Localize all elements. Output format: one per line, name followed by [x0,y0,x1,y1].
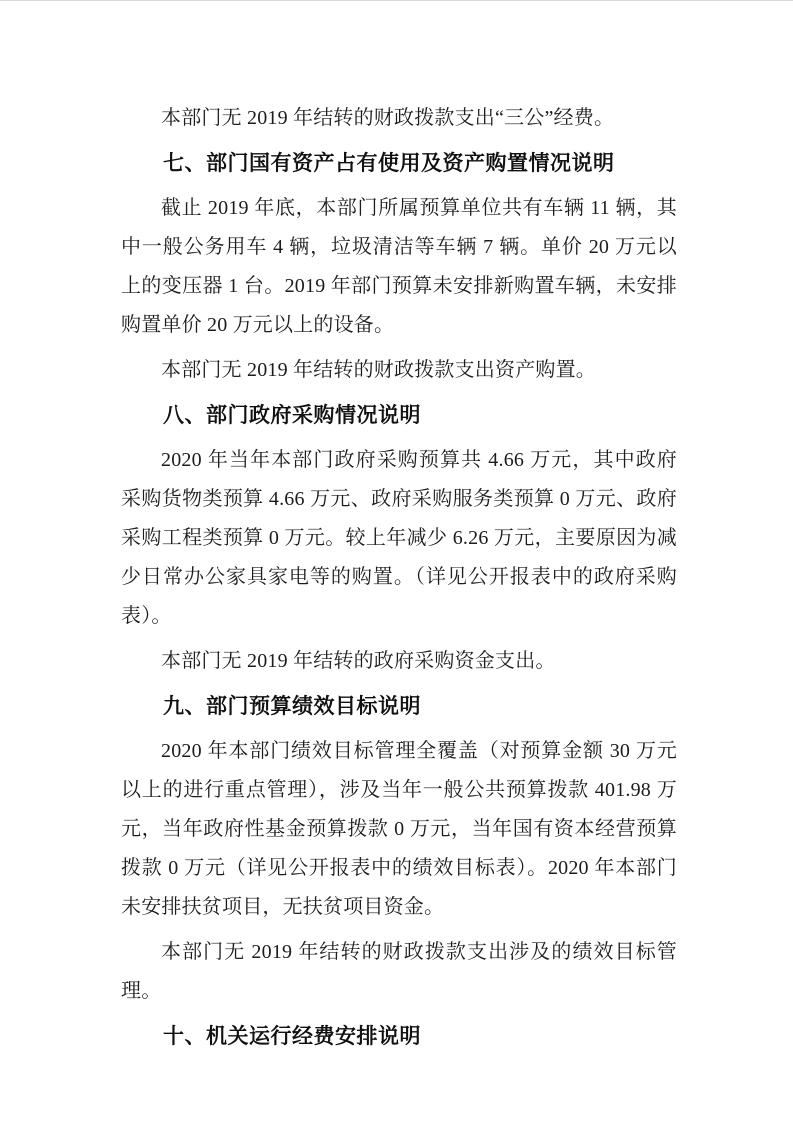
paragraph-asset-usage: 截止 2019 年底，本部门所属预算单位共有车辆 11 辆，其中一般公务用车 4 辆，垃圾清洁等车辆 7 辆。单价 20 万元以上的变压器 1 台。2019 年部门预算未安排新购置车辆，未安排购置单价 20 万元以上的设备。 [121,197,677,336]
paragraph-no-carryover-sangong: 本部门无 2019 年结转的财政拨款支出“三公”经费。 [161,107,615,129]
section-heading-10-operating-funds: 十、机关运行经费安排说明 [163,1025,421,1048]
section-heading-8-procurement: 八、部门政府采购情况说明 [163,404,421,427]
paragraph-performance-targets: 2020 年本部门绩效目标管理全覆盖（对预算金额 30 万元以上的进行重点管理），涉及当年一般公共预算拨款 401.98 万元，当年政府性基金预算拨款 0 万元，当年国有资本经营预算拨款 0 万元（详见公开报表中的绩效目标表）。2020 年本部门未安排扶贫项目，无扶贫项目资金。 [121,740,677,918]
section-heading-9-performance: 九、部门预算绩效目标说明 [163,695,421,718]
paragraph-procurement-budget: 2020 年当年本部门政府采购预算共 4.66 万元，其中政府采购货物类预算 4.66 万元、政府采购服务类预算 0 万元、政府采购工程类预算 0 万元。较上年减少 6.26 万元，主要原因为减少日常办公家具家电等的购置。（详见公开报表中的政府采购表）。 [121,449,677,627]
document-body [121,93,677,1062]
paragraph-no-carryover-procurement: 本部门无 2019 年结转的政府采购资金支出。 [161,650,556,672]
paragraph-no-carryover-performance: 本部门无 2019 年结转的财政拨款支出涉及的绩效目标管理。 [121,941,677,1002]
section-heading-7-state-assets: 七、部门国有资产占有使用及资产购置情况说明 [163,152,615,175]
paragraph-no-carryover-assets: 本部门无 2019 年结转的财政拨款支出资产购置。 [161,359,596,381]
